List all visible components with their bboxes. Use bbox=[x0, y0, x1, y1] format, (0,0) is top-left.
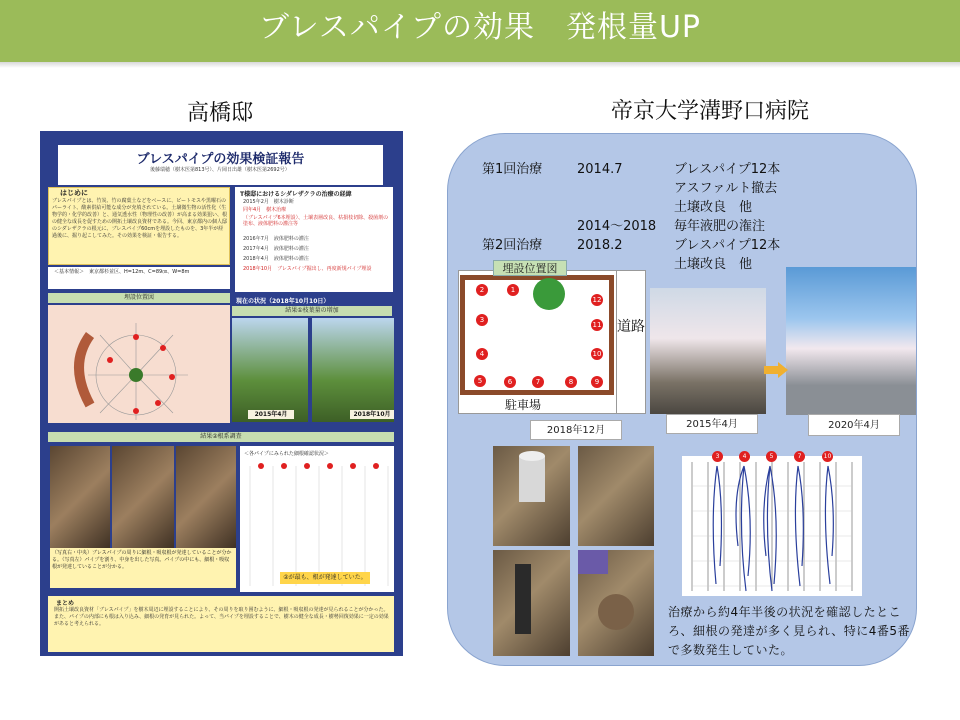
result1-label: 結果①枝葉量の増加 bbox=[232, 306, 392, 316]
timeline-line: 2015年2月 樹木診断 bbox=[243, 199, 294, 205]
photo-caption: 2018年12月 bbox=[530, 420, 622, 440]
root-note: ②が最も、根が発達していた。 bbox=[280, 572, 370, 584]
tree-photo-caption: 2018年10月 bbox=[350, 410, 394, 419]
treatment-date: 2014.7 bbox=[577, 162, 623, 177]
chart-pipe-marker: 7 bbox=[794, 451, 805, 462]
timeline-line: 2016年7月 液体肥料の灌注 bbox=[243, 236, 309, 242]
treatment-item: 土壌改良 他 bbox=[674, 257, 753, 272]
parking-label: 駐車場 bbox=[505, 398, 542, 412]
root-photo bbox=[112, 446, 174, 550]
chart-pipe-marker: 4 bbox=[739, 451, 750, 462]
treatment-date: 2014～2018 bbox=[577, 219, 657, 234]
root-photo bbox=[176, 446, 236, 550]
timeline-line: 同年4月 樹木治療 bbox=[243, 207, 287, 213]
intro-text: ブレスパイプとは、竹炭、竹の腐葉土などをベースに、ピートモスや黒曜石のパーライト、酸素供給可能な成分が充填されている。土壌微生物の活性化（生物学的・化学的改善）と、通気透水性（物理性の改善）が高まる効果狙い、根の健全な成長を促すための開拓土壌改良資材である。今回、東京都内の個人邸のシダレザクラの根元に、ブレスパイプ60cmを埋設したものを、3年半が経過後に、掘り起こしてみた。その効果を検証・報告する。 bbox=[52, 198, 228, 239]
pipe-excavation-photo bbox=[493, 550, 570, 656]
poster-title: ブレスパイプの効果検証報告 bbox=[136, 152, 305, 167]
root-survey-panel bbox=[240, 446, 394, 592]
chart-pipe-marker: 5 bbox=[766, 451, 777, 462]
map-label: 埋設位置図 bbox=[493, 260, 567, 276]
pipe-marker: 7 bbox=[532, 376, 544, 388]
brick-wall-shape bbox=[79, 335, 90, 405]
photo-caption: 2020年4月 bbox=[808, 414, 900, 436]
pipe-marker: 8 bbox=[565, 376, 577, 388]
pipe-marker: 4 bbox=[476, 348, 488, 360]
sakura-photo-2020 bbox=[786, 267, 916, 415]
left-heading: 高橋邸 bbox=[186, 101, 253, 126]
basic-info-text: ＜基本情報＞ 東京都杉並区、H=12m、C=89㎝、W=8m bbox=[54, 269, 190, 275]
root-observation-chart bbox=[682, 456, 862, 596]
tree-position-marker bbox=[533, 278, 565, 310]
root-photo bbox=[50, 446, 110, 550]
pipe-excavation-photo bbox=[578, 550, 654, 656]
pipe-marker: 3 bbox=[476, 314, 488, 326]
tree-photo-2018 bbox=[312, 318, 394, 422]
layout-diagram bbox=[48, 305, 230, 423]
right-heading: 帝京大学溝野口病院 bbox=[610, 99, 809, 124]
slide-title: ブレスパイプの効果 発根量UP bbox=[258, 10, 702, 45]
timeline-title: T様邸におけるシダレザクラの治療の経緯 bbox=[240, 191, 352, 198]
treatment-item: ブレスパイプ12本 bbox=[674, 238, 781, 253]
pipe-marker: 9 bbox=[591, 376, 603, 388]
pipe-marker: 6 bbox=[504, 376, 516, 388]
root-observation-grid bbox=[682, 456, 862, 596]
timeline-line: 2018年4月 液体肥料の灌注 bbox=[243, 256, 309, 262]
pipe-marker: 10 bbox=[592, 350, 602, 358]
treatment-label: 第2回治療 bbox=[482, 238, 543, 253]
conclusion-text: 治療から約4年半後の状況を確認したところ、細根の発達が多く見られ、特に4番5番で多数発生していた。 bbox=[668, 605, 910, 657]
pipe-marker: 11 bbox=[592, 321, 602, 329]
pipe-marker: 2 bbox=[476, 284, 488, 296]
root-caption: （写真右・中央）ブレスパイプの周りに細根・吸収根が発達していることが分かる。（写真左）パイプを割り、中身を出した写真。パイプの中にも、細根・吸収根が発達していることが分かる。 bbox=[50, 548, 236, 588]
pipe-marker: 1 bbox=[507, 284, 519, 296]
tree-photo-caption: 2015年4月 bbox=[248, 410, 294, 419]
title-banner-shadow bbox=[0, 62, 960, 68]
pipe-marker: 5 bbox=[474, 375, 486, 387]
radial-layout-svg bbox=[48, 305, 230, 423]
pipe-excavation-photo bbox=[493, 446, 570, 546]
road-area bbox=[616, 270, 646, 414]
chart-pipe-marker: 3 bbox=[712, 451, 723, 462]
road-label: 道路 bbox=[617, 319, 645, 335]
root-panel-title: ＜各パイプにみられた細根確認状況＞ bbox=[244, 451, 329, 457]
pipe-excavation-photo bbox=[578, 446, 654, 546]
timeline-line: （ブレスパイプ6本埋設）、土壌表層改良、枯損枝切除、殺菌剤の塗布、液体肥料の灌注等 bbox=[243, 215, 389, 227]
treatment-label: 第1回治療 bbox=[482, 162, 543, 177]
treatment-date: 2018.2 bbox=[577, 238, 623, 253]
treatment-item: 毎年液肥の潅注 bbox=[674, 219, 766, 234]
pipe-marker: 12 bbox=[592, 296, 602, 304]
status-title: 現在の状況（2018年10月10日） bbox=[236, 298, 330, 305]
summary-text: 開拓土壌改良資材「ブレスパイプ」を樹木周辺に埋設することにより、その周りを取り囲むように、細根・吸収根の発達が見られることが分かった。また、パイプの内部にも根は入り込み、細根の発育が見られた。よって、当パイプを埋設することで、樹木の健全な成長・樹勢回復効果に一定の効果があると考えられる。 bbox=[54, 607, 389, 627]
root-survey-grid bbox=[240, 446, 394, 592]
poster-authors: 後藤瑞穂（樹木医第813号）、片岡日出雄（樹木医第2692号） bbox=[150, 167, 290, 173]
tree-trunk-shape bbox=[129, 368, 143, 382]
timeline-line: 2018年10月 ブレスパイプ掘出し、再度新規パイプ埋設 bbox=[243, 266, 372, 272]
treatment-item: アスファルト撤去 bbox=[674, 181, 778, 196]
photo-caption: 2015年4月 bbox=[666, 414, 758, 434]
arrow-right-icon bbox=[764, 362, 788, 378]
summary-title: まとめ bbox=[56, 600, 75, 607]
intro-title: はじめに bbox=[60, 189, 88, 197]
sakura-photo-2015 bbox=[650, 288, 766, 414]
result2-label: 結果②根系調査 bbox=[48, 432, 394, 442]
treatment-item: ブレスパイプ12本 bbox=[674, 162, 781, 177]
layout-label: 埋設位置図 bbox=[48, 293, 230, 303]
treatment-item: 土壌改良 他 bbox=[674, 200, 753, 215]
tree-photo-2015 bbox=[232, 318, 308, 422]
timeline-line: 2017年4月 液体肥料の灌注 bbox=[243, 246, 309, 252]
chart-pipe-marker: 10 bbox=[823, 453, 832, 460]
